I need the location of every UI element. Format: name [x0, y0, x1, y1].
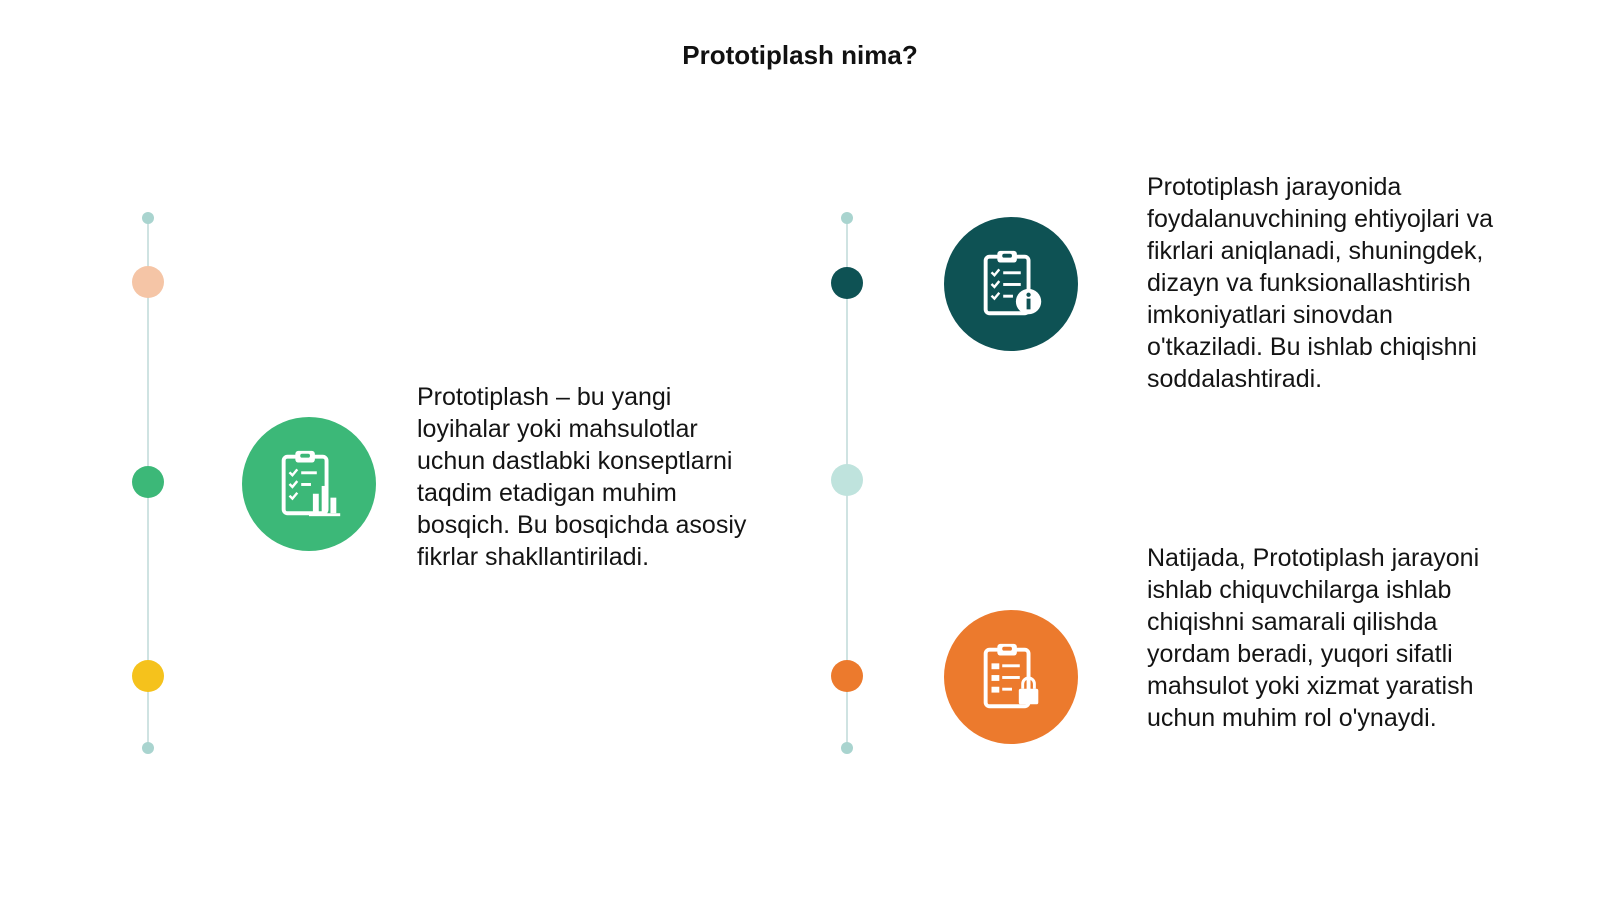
timeline-start-dot	[841, 212, 853, 224]
timeline-dot-yellow	[132, 660, 164, 692]
clipboard-info-icon	[944, 217, 1078, 351]
right-bottom-description: Natijada, Prototiplash jarayoni ishlab chiquvchilarga ishlab chiqishni samarali qilishda yordam beradi, yuqori sifatli mahsulot yoki xizmat yaratish uchun muhim rol o'ynaydi.	[1147, 544, 1480, 732]
clipboard-lock-svg	[972, 638, 1050, 716]
left-description: Prototiplash – bu yangi loyihalar yoki mahsulotlar uchun dastlabki konseptlarni taqdim etadigan muhim bosqich. Bu bosqichda asosiy fikrlar shakllantiriladi.	[417, 383, 747, 571]
timeline-left	[133, 212, 163, 762]
page-title: Prototiplash nima?	[682, 40, 918, 70]
timeline-dot-teal-dark	[831, 267, 863, 299]
clipboard-chart-svg	[270, 445, 348, 523]
timeline-start-dot	[142, 212, 154, 224]
clipboard-chart-icon	[242, 417, 376, 551]
timeline-end-dot	[841, 742, 853, 754]
clipboard-info-svg	[972, 245, 1050, 323]
timeline-dot-teal-light	[831, 464, 863, 496]
timeline-dot-orange	[831, 660, 863, 692]
timeline-dot-peach	[132, 266, 164, 298]
timeline-dot-green	[132, 466, 164, 498]
timeline-right	[832, 212, 862, 762]
clipboard-lock-icon	[944, 610, 1078, 744]
timeline-end-dot	[142, 742, 154, 754]
right-top-description: Prototiplash jarayonida foydalanuvchining ehtiyojlari va fikrlari aniqlanadi, shuningdek, dizayn va funksionallashtirish imkoniyatlari sinovdan o'tkaziladi. Bu ishlab chiqishni soddalashtiradi.	[1147, 173, 1494, 393]
